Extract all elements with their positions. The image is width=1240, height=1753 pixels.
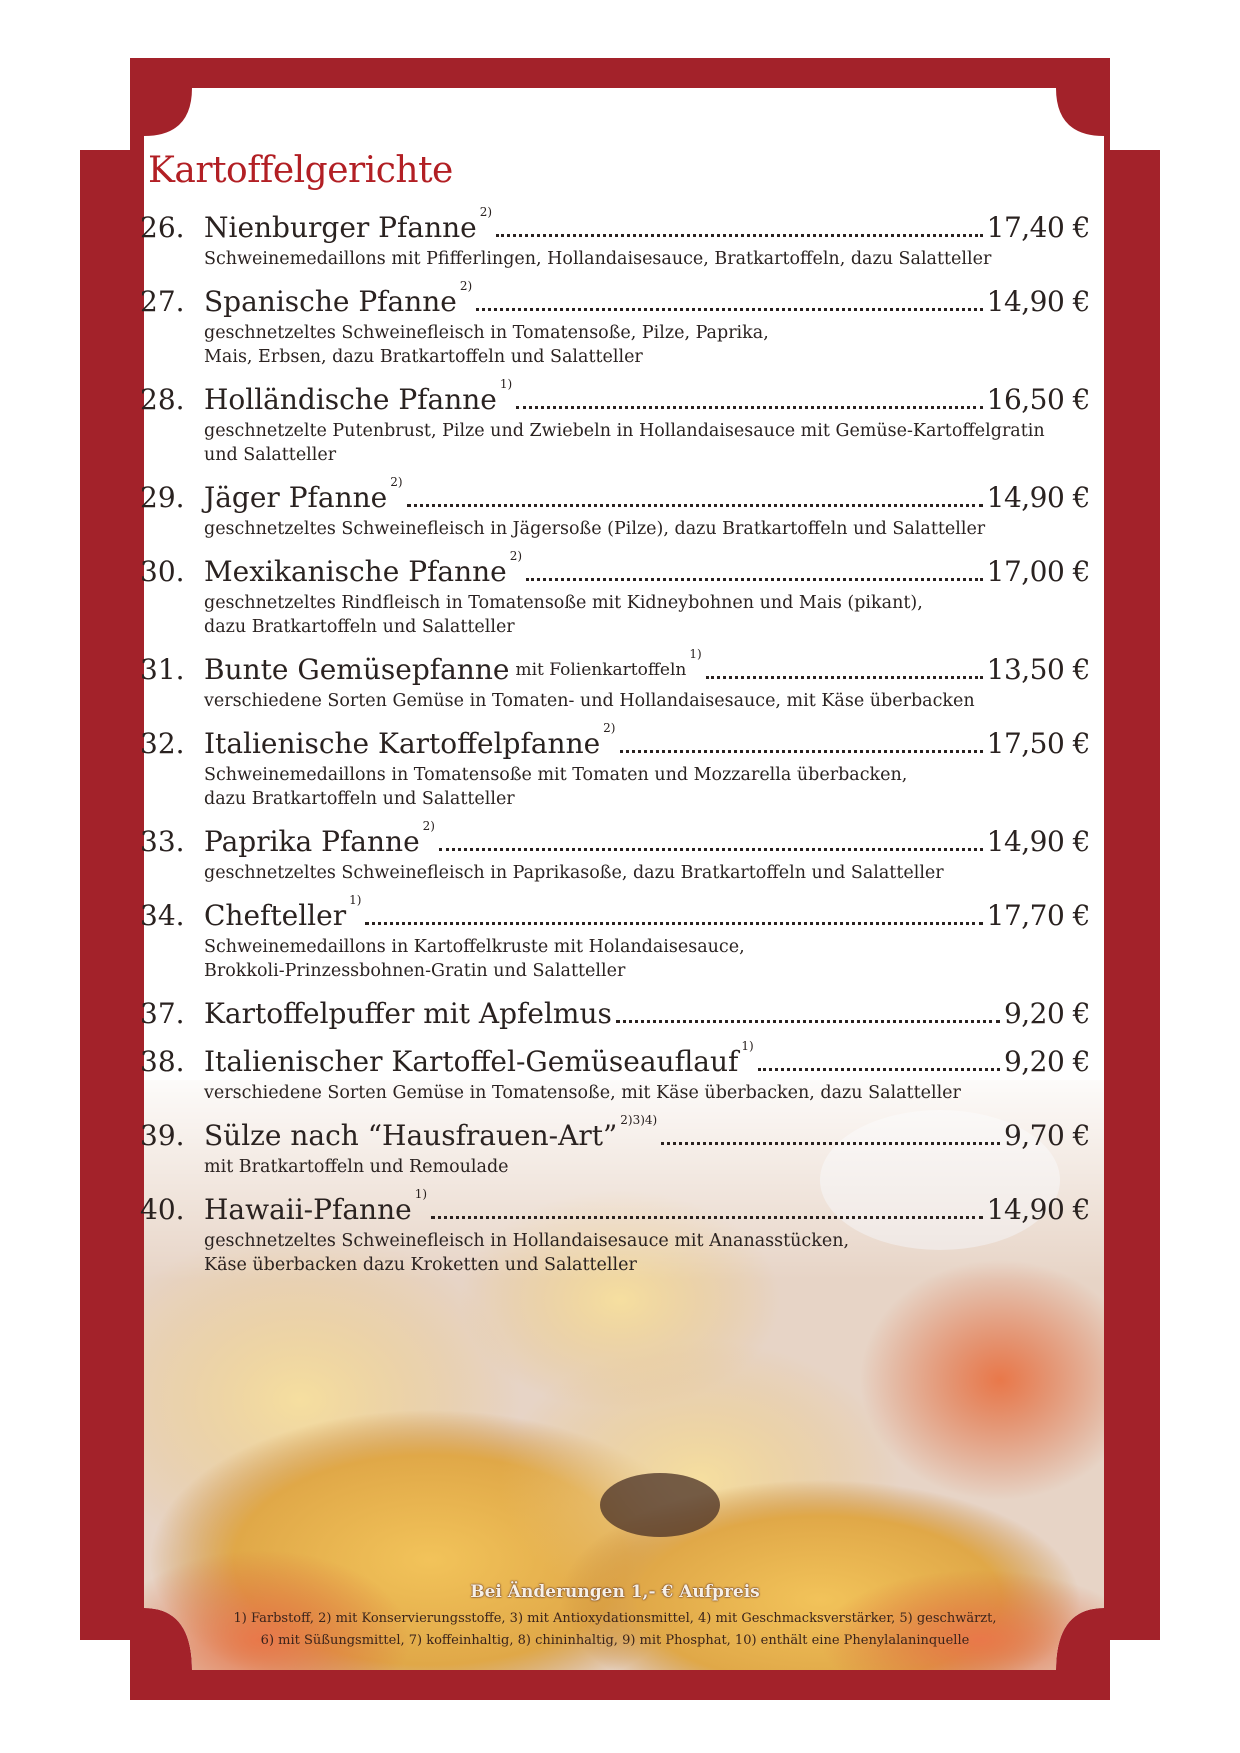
menu-item: [140, 1187, 1090, 1277]
menu-item-description-line: Mais, Erbsen, dazu Bratkartoffeln und Salatteller: [204, 347, 643, 367]
menu-item-allergen-ref: 1): [349, 893, 362, 907]
menu-item-description-line: geschnetzeltes Rindfleisch in Tomatensoße mit Kidneybohnen und Mais (pikant),: [204, 593, 923, 613]
menu-item-name: Italienische Kartoffelpfanne: [204, 727, 601, 760]
menu-item: [140, 819, 1090, 885]
menu-item-price: 14,90 €: [986, 285, 1090, 318]
menu-item-name: Jäger Pfanne: [204, 481, 388, 514]
menu-item-description-line: geschnetzeltes Schweinefleisch in Hollandaisesauce mit Ananasstücken,: [204, 1231, 850, 1251]
menu-item-header: [140, 475, 1090, 515]
menu-item-description-line: verschiedene Sorten Gemüse in Tomatensoße, mit Käse überbacken, dazu Salatteller: [204, 1083, 961, 1103]
menu-item-header: [140, 205, 1090, 245]
menu-item: [140, 647, 1090, 713]
menu-item-description: [204, 591, 1090, 639]
menu-item-price: 14,90 €: [986, 1193, 1090, 1226]
menu-item-leader-dots: [526, 578, 983, 581]
menu-item-leader-dots: [758, 1068, 1000, 1071]
menu-item-number: 39.: [140, 1119, 185, 1152]
menu-item-name: Mexikanische Pfanne: [204, 555, 507, 588]
menu-item-name: Chefteller: [204, 899, 347, 932]
menu-item-price: 9,70 €: [1003, 1119, 1090, 1152]
menu-item: [140, 1039, 1090, 1105]
menu-item: [140, 1113, 1090, 1179]
menu-item-description: [204, 247, 1090, 271]
menu-item-header: [140, 893, 1090, 933]
menu-item-allergen-ref: 2): [509, 549, 523, 563]
menu-item-description-line: Käse überbacken dazu Kroketten und Salatteller: [204, 1255, 637, 1275]
menu-item-description: [204, 321, 1090, 369]
menu-item-description-line: dazu Bratkartoffeln und Salatteller: [204, 789, 515, 809]
menu-item-price: 14,90 €: [986, 825, 1090, 858]
menu-item-description-line: geschnetzelte Putenbrust, Pilze und Zwiebeln in Hollandaisesauce mit Gemüse-Kartoffelgratin: [204, 421, 1045, 441]
surcharge-note: Bei Änderungen 1,- € Aufpreis: [470, 1582, 760, 1602]
menu-item: [140, 475, 1090, 541]
menu-item-leader-dots: [431, 1216, 983, 1219]
menu-item-allergen-ref: 1): [741, 1039, 754, 1053]
menu-item-description-line: und Salatteller: [204, 445, 337, 465]
menu-item-header: [140, 721, 1090, 761]
menu-item-price: 17,00 €: [986, 555, 1090, 588]
menu-item-description-line: geschnetzeltes Schweinefleisch in Paprikasoße, dazu Bratkartoffeln und Salatteller: [204, 863, 944, 883]
menu-item-allergen-ref: 2): [479, 205, 493, 219]
menu-item-description: [204, 1229, 1090, 1277]
menu-item-leader-dots: [496, 234, 983, 237]
menu-item-number: 33.: [140, 825, 185, 858]
menu-item-leader-dots: [439, 848, 983, 851]
footer: [140, 1582, 1090, 1652]
additives-legend-line: 1) Farbstoff, 2) mit Konservierungsstoffe, 3) mit Antioxydationsmittel, 4) mit Geschmacksverstärker, 5) geschwärzt,: [233, 1611, 997, 1626]
menu-item-number: 26.: [140, 211, 185, 244]
menu-item-header: [140, 1187, 1090, 1227]
menu-item-price: 17,70 €: [986, 899, 1090, 932]
menu-item-header: [140, 279, 1090, 319]
menu-item-price: 9,20 €: [1003, 1045, 1090, 1078]
menu-item-leader-dots: [407, 504, 983, 507]
additives-legend-line: 6) mit Süßungsmittel, 7) koffeinhaltig, 8) chininhaltig, 9) mit Phosphat, 10) enthält eine Phenylalaninquelle: [260, 1633, 970, 1648]
menu-item: [140, 279, 1090, 369]
menu-item-leader-dots: [616, 1020, 1000, 1023]
menu-item-price: 16,50 €: [986, 383, 1090, 416]
menu-item-name: Hawaii-Pfanne: [204, 1193, 412, 1226]
menu-item-description: [204, 861, 1090, 885]
menu-item-number: 40.: [140, 1193, 185, 1226]
menu-item-description: [204, 1081, 1090, 1105]
menu-item-header: [140, 819, 1090, 859]
menu-item: [140, 721, 1090, 811]
menu-item-description-line: geschnetzeltes Schweinefleisch in Jägersoße (Pilze), dazu Bratkartoffeln und Salatteller: [204, 519, 986, 539]
menu-item-number: 32.: [140, 727, 185, 760]
menu-item-description: [204, 517, 1090, 541]
menu-item-number: 30.: [140, 555, 185, 588]
menu-item: [140, 205, 1090, 271]
menu-item-name: Spanische Pfanne: [204, 285, 457, 318]
menu-item-header: [140, 1039, 1090, 1079]
menu-item-description: [204, 1155, 1090, 1179]
menu-item-price: 17,40 €: [986, 211, 1090, 244]
menu-item-description-line: mit Bratkartoffeln und Remoulade: [204, 1157, 509, 1177]
menu-item-number: 31.: [140, 653, 185, 686]
menu-item-name: Sülze nach “Hausfrauen-Art”: [204, 1119, 618, 1152]
menu-item-description: [204, 763, 1090, 811]
additives-legend: [140, 1608, 1090, 1652]
menu-item-leader-dots: [476, 308, 982, 311]
menu-item-allergen-ref: 2): [422, 819, 435, 833]
menu-item-name: Paprika Pfanne: [204, 825, 420, 858]
menu-item-price: 17,50 €: [986, 727, 1090, 760]
menu-item-description-line: Brokkoli-Prinzessbohnen-Gratin und Salatteller: [204, 961, 626, 981]
menu-item-name: Kartoffelpuffer mit Apfelmus: [204, 997, 612, 1030]
menu-item-header: [140, 549, 1090, 589]
menu-item-description-line: Schweinemedaillons in Kartoffelkruste mit Holandaisesauce,: [204, 937, 745, 957]
menu-item-leader-dots: [661, 1142, 1000, 1145]
menu-item-description: [204, 935, 1090, 983]
menu-item-number: 29.: [140, 481, 185, 514]
menu-item-allergen-ref: 1): [414, 1187, 428, 1201]
menu-item-allergen-ref: 1): [689, 647, 702, 661]
menu-item-price: 9,20 €: [1003, 997, 1090, 1030]
menu-item-allergen-ref: 1): [499, 377, 513, 391]
menu-item-number: 37.: [140, 997, 185, 1030]
menu-item-header: [140, 997, 1090, 1031]
menu-item-header: [140, 647, 1090, 687]
menu-item-price: 13,50 €: [986, 653, 1090, 686]
menu-item-header: [140, 377, 1090, 417]
menu-item-price: 14,90 €: [986, 481, 1090, 514]
menu-item-number: 27.: [140, 285, 185, 318]
menu-item-name: Bunte Gemüsepfanne: [204, 653, 510, 686]
menu-item-header: [140, 1113, 1090, 1153]
menu-item-suffix: mit Folienkartoffeln: [515, 660, 687, 680]
menu-item-allergen-ref: 2): [390, 475, 403, 489]
menu-item-leader-dots: [706, 676, 983, 679]
menu-item-description-line: dazu Bratkartoffeln und Salatteller: [204, 617, 515, 637]
page-title: Kartoffelgerichte: [148, 150, 453, 191]
menu-item-allergen-ref: 2): [603, 721, 616, 735]
menu-item: [140, 997, 1090, 1031]
menu-item-name: Holländische Pfanne: [204, 383, 497, 416]
menu-item: [140, 893, 1090, 983]
menu-item: [140, 549, 1090, 639]
menu-item-allergen-ref: 2): [459, 279, 473, 293]
menu-item-description-line: Schweinemedaillons mit Pfifferlingen, Hollandaisesauce, Bratkartoffeln, dazu Salatteller: [204, 249, 992, 269]
menu-item-description: [204, 689, 1090, 713]
menu-item-description: [204, 419, 1090, 467]
menu-item-leader-dots: [516, 406, 982, 409]
menu-item-leader-dots: [620, 750, 983, 753]
menu-item-description-line: Schweinemedaillons in Tomatensoße mit Tomaten und Mozzarella überbacken,: [204, 765, 908, 785]
menu-item-number: 28.: [140, 383, 185, 416]
menu-item-description-line: geschnetzeltes Schweinefleisch in Tomatensoße, Pilze, Paprika,: [204, 323, 769, 343]
menu-item-description-line: verschiedene Sorten Gemüse in Tomaten- und Hollandaisesauce, mit Käse überbacken: [204, 691, 975, 711]
menu-item-name: Nienburger Pfanne: [204, 211, 477, 244]
menu-item-leader-dots: [365, 922, 982, 925]
menu-item: [140, 377, 1090, 467]
menu-content: [140, 150, 1090, 1291]
menu-item-name: Italienischer Kartoffel-Gemüseauflauf: [204, 1045, 739, 1078]
menu-item-number: 34.: [140, 899, 185, 932]
menu-list: [140, 205, 1090, 1277]
menu-item-allergen-ref: 2)3)4): [620, 1113, 658, 1127]
menu-item-number: 38.: [140, 1045, 185, 1078]
